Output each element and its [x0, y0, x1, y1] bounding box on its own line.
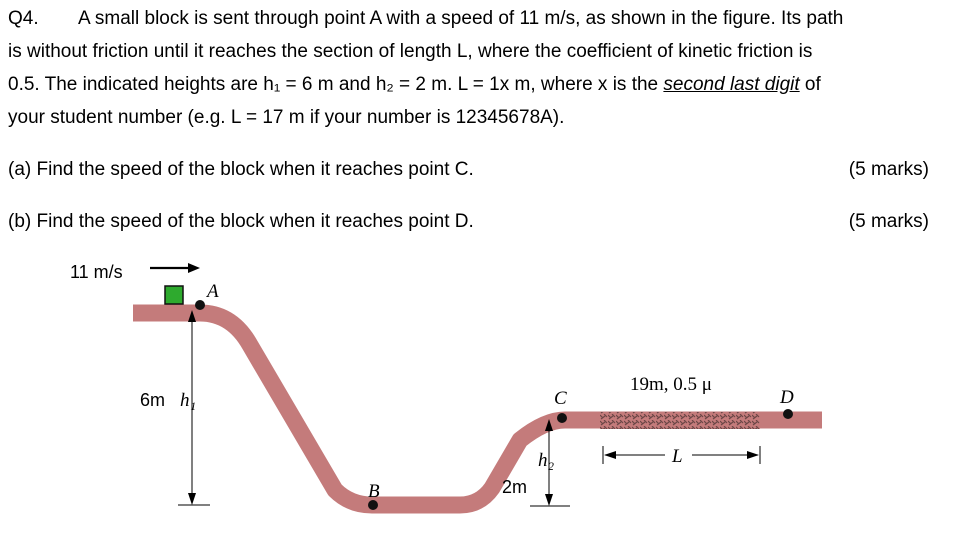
h2-symbol: h₂: [538, 450, 555, 471]
point-c-dot: [557, 413, 567, 423]
block: [165, 286, 183, 304]
question-text-line-1: A small block is sent through point A with a speed of 11 m/s, as shown in the figure. Its path: [78, 8, 844, 29]
underlined-phrase: second last digit: [663, 74, 800, 95]
question-text-line-3: 0.5. The indicated heights are h₁ = 6 m and h₂ = 2 m. L = 1x m, where x is the: [8, 74, 664, 95]
point-c-label: C: [554, 388, 567, 409]
track: [133, 313, 822, 505]
point-a-dot: [195, 300, 205, 310]
h2-value: 2m: [502, 477, 528, 497]
h2-arrow-down: [545, 494, 553, 506]
h1-arrow-down: [188, 493, 196, 505]
question-text-line-3-end: of: [799, 74, 821, 95]
part-a-marks: (5 marks): [848, 159, 929, 180]
h1-symbol: h₁: [180, 390, 197, 411]
velocity-arrowhead: [188, 263, 200, 273]
length-symbol: L: [672, 446, 683, 467]
rough-section: [600, 412, 760, 429]
point-b-label: B: [368, 481, 380, 502]
part-b-text: (b) Find the speed of the block when it reaches point D.: [8, 211, 474, 232]
part-b-marks: (5 marks): [848, 211, 929, 232]
point-d-dot: [783, 409, 793, 419]
part-a-text: (a) Find the speed of the block when it reaches point C.: [8, 159, 474, 180]
h1-value: 6m: [140, 390, 166, 410]
friction-label: 19m, 0.5 μ: [630, 374, 712, 395]
question-line-4: your student number (e.g. L = 17 m if your number is 12345678A).: [8, 107, 565, 128]
l-arrow-left: [604, 451, 616, 459]
l-arrow-right: [747, 451, 759, 459]
point-a-label: A: [207, 281, 219, 302]
question-number: Q4.: [8, 8, 39, 29]
point-d-label: D: [780, 387, 794, 408]
speed-label: 11 m/s: [70, 262, 123, 282]
question-line-2: is without friction until it reaches the section of length L, where the coefficient of kinetic friction is: [8, 41, 813, 62]
